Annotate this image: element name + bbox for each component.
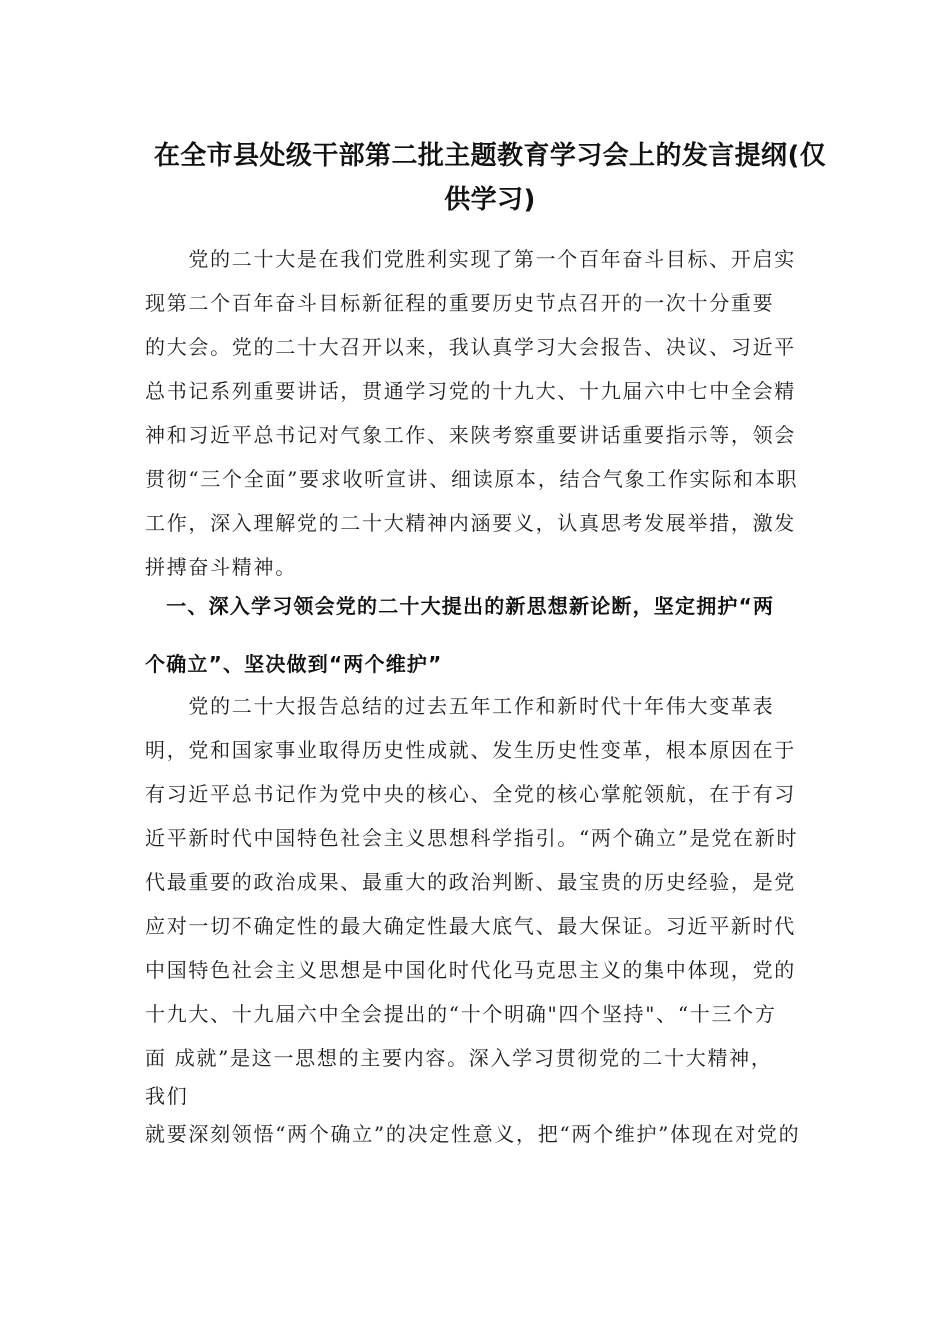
text-line: 近平新时代中国特色社会主义思想科学指引。“两个确立”是党在新时 — [145, 826, 799, 850]
text-line: 神和习近平总书记对气象工作、来陕考察重要讲话重要指示等，领会 — [145, 423, 796, 447]
text-line: 我们 — [145, 1084, 189, 1108]
heading-line: 一、深入学习领会党的二十大提出的新思想新论断，坚定拥护“两 — [145, 594, 775, 618]
text-line: 十九大、十九届六中全会提出的“十个明确"四个坚持"、“十三个方 — [145, 1002, 777, 1026]
section-body-paragraph — [145, 684, 815, 1156]
text-line: 有习近平总书记作为党中央的核心、全党的核心掌舵领航，在于有习 — [145, 782, 796, 806]
text-line: 的大会。党的二十大召开以来，我认真学习大会报告、决议、习近平 — [145, 335, 796, 359]
text-line: 代最重要的政治成果、最重大的政治判断、最宝贵的历史经验，是党 — [145, 870, 796, 894]
text-line: 党的二十大是在我们党胜利实现了第一个百年奋斗目标、开启实 — [145, 247, 796, 271]
text-line: 中国特色社会主义思想是中国化时代化马克思主义的集中体现，党的 — [145, 958, 796, 982]
text-line: 就要深刻领悟“两个确立”的决定性意义，把“两个维护”体现在对党的 — [145, 1122, 801, 1146]
document-title — [145, 134, 835, 222]
text-line: 应对一切不确定性的最大确定性最大底气、最大保证。习近平新时代 — [145, 914, 796, 938]
section-heading — [145, 577, 815, 693]
text-line: 明，党和国家事业取得历史性成就、发生历史性变革，根本原因在于 — [145, 738, 796, 762]
text-line: 现第二个百年奋斗目标新征程的重要历史节点召开的一次十分重要 — [145, 291, 775, 315]
title-line: 供学习) — [444, 185, 536, 215]
title-line: 在全市县处级干部第二批主题教育学习会上的发言提纲(仅 — [153, 141, 827, 171]
heading-line: 个确立”、坚决做到“两个维护” — [145, 652, 443, 676]
text-line: 党的二十大报告总结的过去五年工作和新时代十年伟大变革表 — [145, 694, 775, 718]
text-line: 拼搏奋斗精神。 — [145, 555, 297, 579]
text-line: 面 成就”是这一思想的主要内容。深入学习贯彻党的二十大精神， — [145, 1046, 773, 1070]
intro-paragraph — [145, 237, 815, 589]
text-line: 工作，深入理解党的二十大精神内涵要义，认真思考发展举措，激发 — [145, 511, 796, 535]
text-line: 贯彻“三个全面”要求收听宣讲、细读原本，结合气象工作实际和本职 — [145, 467, 799, 491]
text-line: 总书记系列重要讲话，贯通学习党的十九大、十九届六中七中全会精 — [145, 379, 796, 403]
